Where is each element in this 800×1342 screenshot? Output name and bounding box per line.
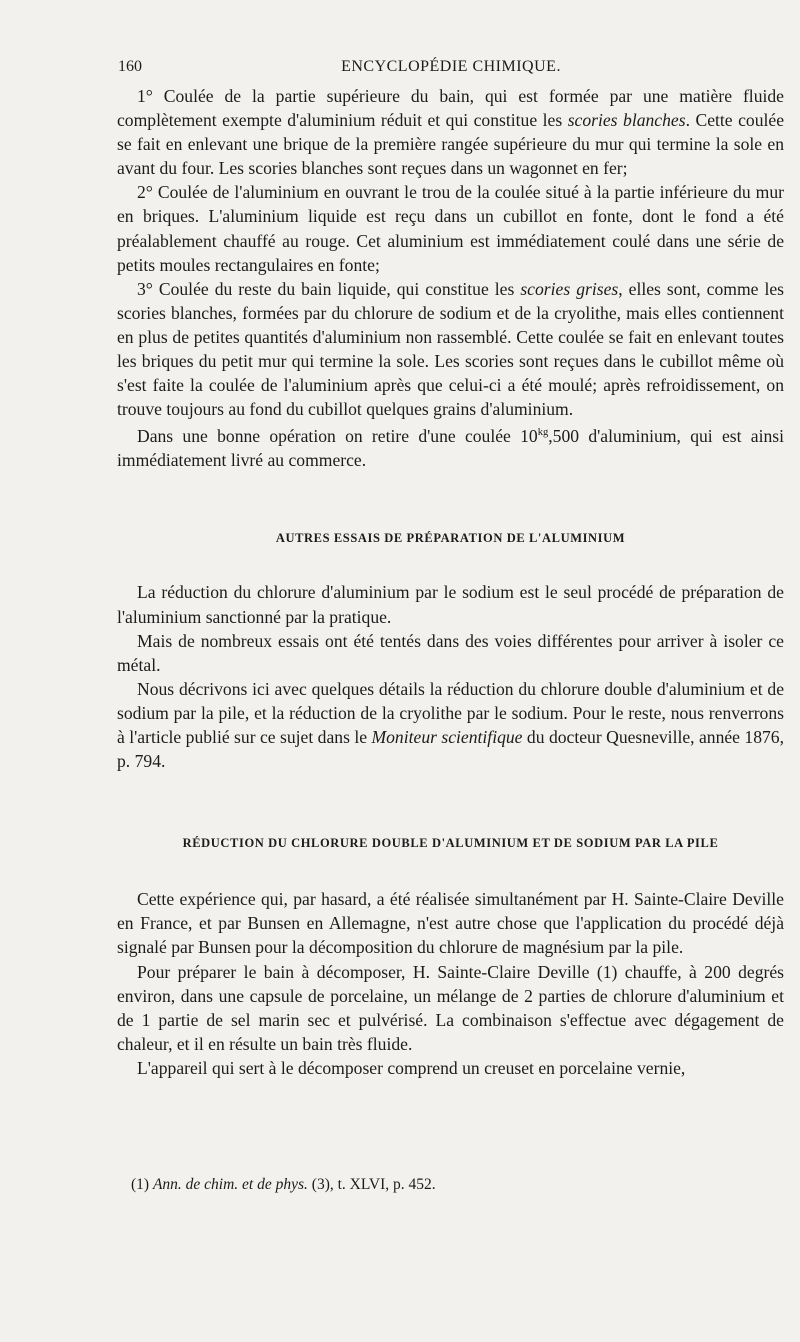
- italic-term: scories blanches: [567, 110, 686, 131]
- text-run: du docteur Quesneville, année 1876, p. 794.: [117, 727, 785, 772]
- paragraph-5: La réduction du chlorure d'aluminium par le sodium est le seul procédé de préparation de l'aluminium sanctionné par la pratique.: [117, 582, 784, 627]
- text-run: 1° Coulée de la partie supérieure du bain, qui est formée par une matière fluide complètement exempte d'aluminium réduit et qui constitue les: [117, 86, 784, 131]
- page-number: 160: [118, 58, 142, 75]
- text-run: ,500 d'aluminium, qui est ainsi immédiatement livré au commerce.: [117, 426, 784, 471]
- paragraph-6: Mais de nombreux essais ont été tentés dans des voies différentes pour arriver à isoler ce métal.: [117, 630, 784, 675]
- paragraph-10: L'appareil qui sert à le décomposer comprend un creuset en porcelaine vernie,: [137, 1057, 686, 1078]
- paragraph-2: 2° Coulée de l'aluminium en ouvrant le trou de la coulée situé à la partie inférieure du mur en briques. L'aluminium liquide est reçu dans un cubillot en fonte, dont le fond a été préalablement chauffé au rouge. Cet aluminium est immédiatement coulé dans une série de petits moules rectangulaires en fonte;: [117, 182, 784, 275]
- paragraph-4: [117, 421, 784, 472]
- text-run: 3° Coulée du reste du bain liquide, qui constitue les: [137, 278, 521, 299]
- body-text: [117, 84, 784, 1080]
- page-header: [118, 58, 784, 82]
- footnote-journal: Ann. de chim. et de phys.: [152, 1176, 308, 1193]
- footnote-number: (1): [131, 1176, 150, 1193]
- running-title: ENCYCLOPÉDIE CHIMIQUE.: [341, 58, 561, 75]
- section-heading-2: RÉDUCTION DU CHLORURE DOUBLE D'ALUMINIUM ET DE SODIUM PAR LA PILE: [182, 836, 719, 851]
- text-run: Dans une bonne opération on retire d'une coulée 10: [137, 426, 538, 447]
- italic-title: Moniteur scientifique: [371, 727, 523, 748]
- superscript-unit: kg: [537, 427, 549, 439]
- text-run: . Cette coulée se fait en enlevant une brique de la première rangée supérieure du mur qui termine la sole en avant du four. Les scories blanches sont reçues dans un wagonnet en fer;: [117, 110, 784, 179]
- section-heading-1: AUTRES ESSAIS DE PRÉPARATION DE L'ALUMINIUM: [275, 531, 626, 546]
- paragraph-9: Pour préparer le bain à décomposer, H. Sainte-Claire Deville (1) chauffe, à 200 degrés environ, dans une capsule de porcelaine, un mélange de 2 parties de chlorure d'aluminium et de 1 partie de sel marin sec et pulvérisé. La combinaison s'effectue avec dégagement de chaleur, et il en résulte un bain très fluide.: [117, 961, 784, 1054]
- paragraph-8: Cette expérience qui, par hasard, a été réalisée simultanément par H. Sainte-Claire Deville en France, et par Bunsen en Allemagne, n'est autre chose que l'application du procédé déjà signalé par Bunsen pour la décomposition du chlorure de magnésium par la pile.: [117, 889, 784, 958]
- footnote-reference: (3), t. XLVI, p. 452.: [307, 1176, 436, 1193]
- text-run: Nous décrivons ici avec quelques détails la réduction du chlorure double d'aluminium et de sodium par la pile, et la réduction de la cryolithe par le sodium. Pour le reste, nous renverrons à l'article publié sur ce sujet dans le: [117, 678, 784, 748]
- footnote: [131, 1176, 771, 1194]
- italic-term: scories grises: [520, 278, 619, 299]
- paragraph-1: [117, 84, 784, 180]
- paragraph-3: [117, 277, 784, 422]
- text-run: , elles sont, comme les scories blanches, formées par du chlorure de sodium et de la cryolithe, mais elles contiennent en plus de petites quantités d'aluminium non rassemblé. Cette coulée se fait en enlevant toutes les briques du petit mur qui termine la sole. Les scories sont reçues dans le cubillot même où s'est faite la coulée de l'aluminium après que celui-ci a été moulé; après refroidissement, on trouve toujours au fond du cubillot quelques grains d'aluminium.: [117, 278, 784, 420]
- paragraph-7: [117, 677, 784, 773]
